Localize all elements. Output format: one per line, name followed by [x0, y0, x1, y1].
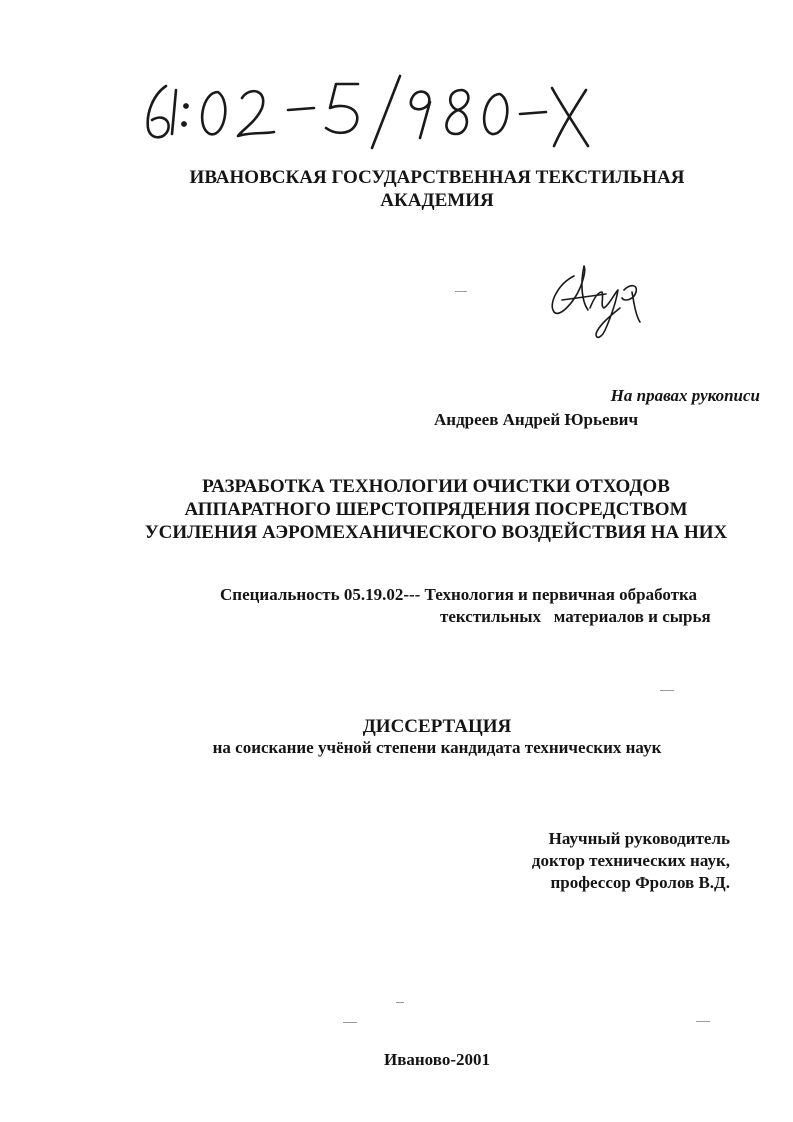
title-line-3: УСИЛЕНИЯ АЭРОМЕХАНИЧЕСКОГО ВОЗДЕЙСТВИЯ НА НИХ [144, 522, 728, 543]
specialty-line-1: Специальность 05.19.02--- Технология и первичная обработка [220, 585, 698, 604]
dissertation-title [60, 475, 793, 544]
specialty-line-2: текстильных материалов и сырья [440, 607, 711, 626]
institution-line-2: АКАДЕМИЯ [380, 190, 494, 211]
supervisor-line-2: доктор технических наук, [531, 851, 730, 870]
institution-name [100, 166, 774, 212]
scan-mark [343, 1022, 357, 1023]
manuscript-note: На правах рукописи [610, 386, 760, 405]
handwritten-archive-code [138, 72, 598, 152]
place-and-year: Иваново-2001 [383, 1050, 490, 1069]
scan-mark [455, 291, 467, 292]
title-line-2: АППАРАТНОГО ШЕРСТОПРЯДЕНИЯ ПОСРЕДСТВОМ [184, 499, 688, 520]
degree-statement: на соискание учёной степени кандидата технических наук [212, 738, 662, 757]
supervisor-line-1: Научный руководитель [548, 829, 730, 848]
scan-mark [396, 1002, 404, 1003]
document-type: ДИССЕРТАЦИЯ [362, 716, 512, 737]
supervisor-line-3: профессор Фролов В.Д. [550, 873, 730, 892]
author-name: Андреев Андрей Юрьевич [434, 410, 639, 429]
institution-line-1: ИВАНОВСКАЯ ГОСУДАРСТВЕННАЯ ТЕКСТИЛЬНАЯ [189, 167, 685, 188]
supervisor-block [400, 828, 730, 894]
handwritten-signature [540, 258, 660, 348]
scan-mark [660, 690, 674, 691]
scan-mark [696, 1021, 710, 1022]
title-line-1: РАЗРАБОТКА ТЕХНОЛОГИИ ОЧИСТКИ ОТХОДОВ [202, 476, 670, 497]
